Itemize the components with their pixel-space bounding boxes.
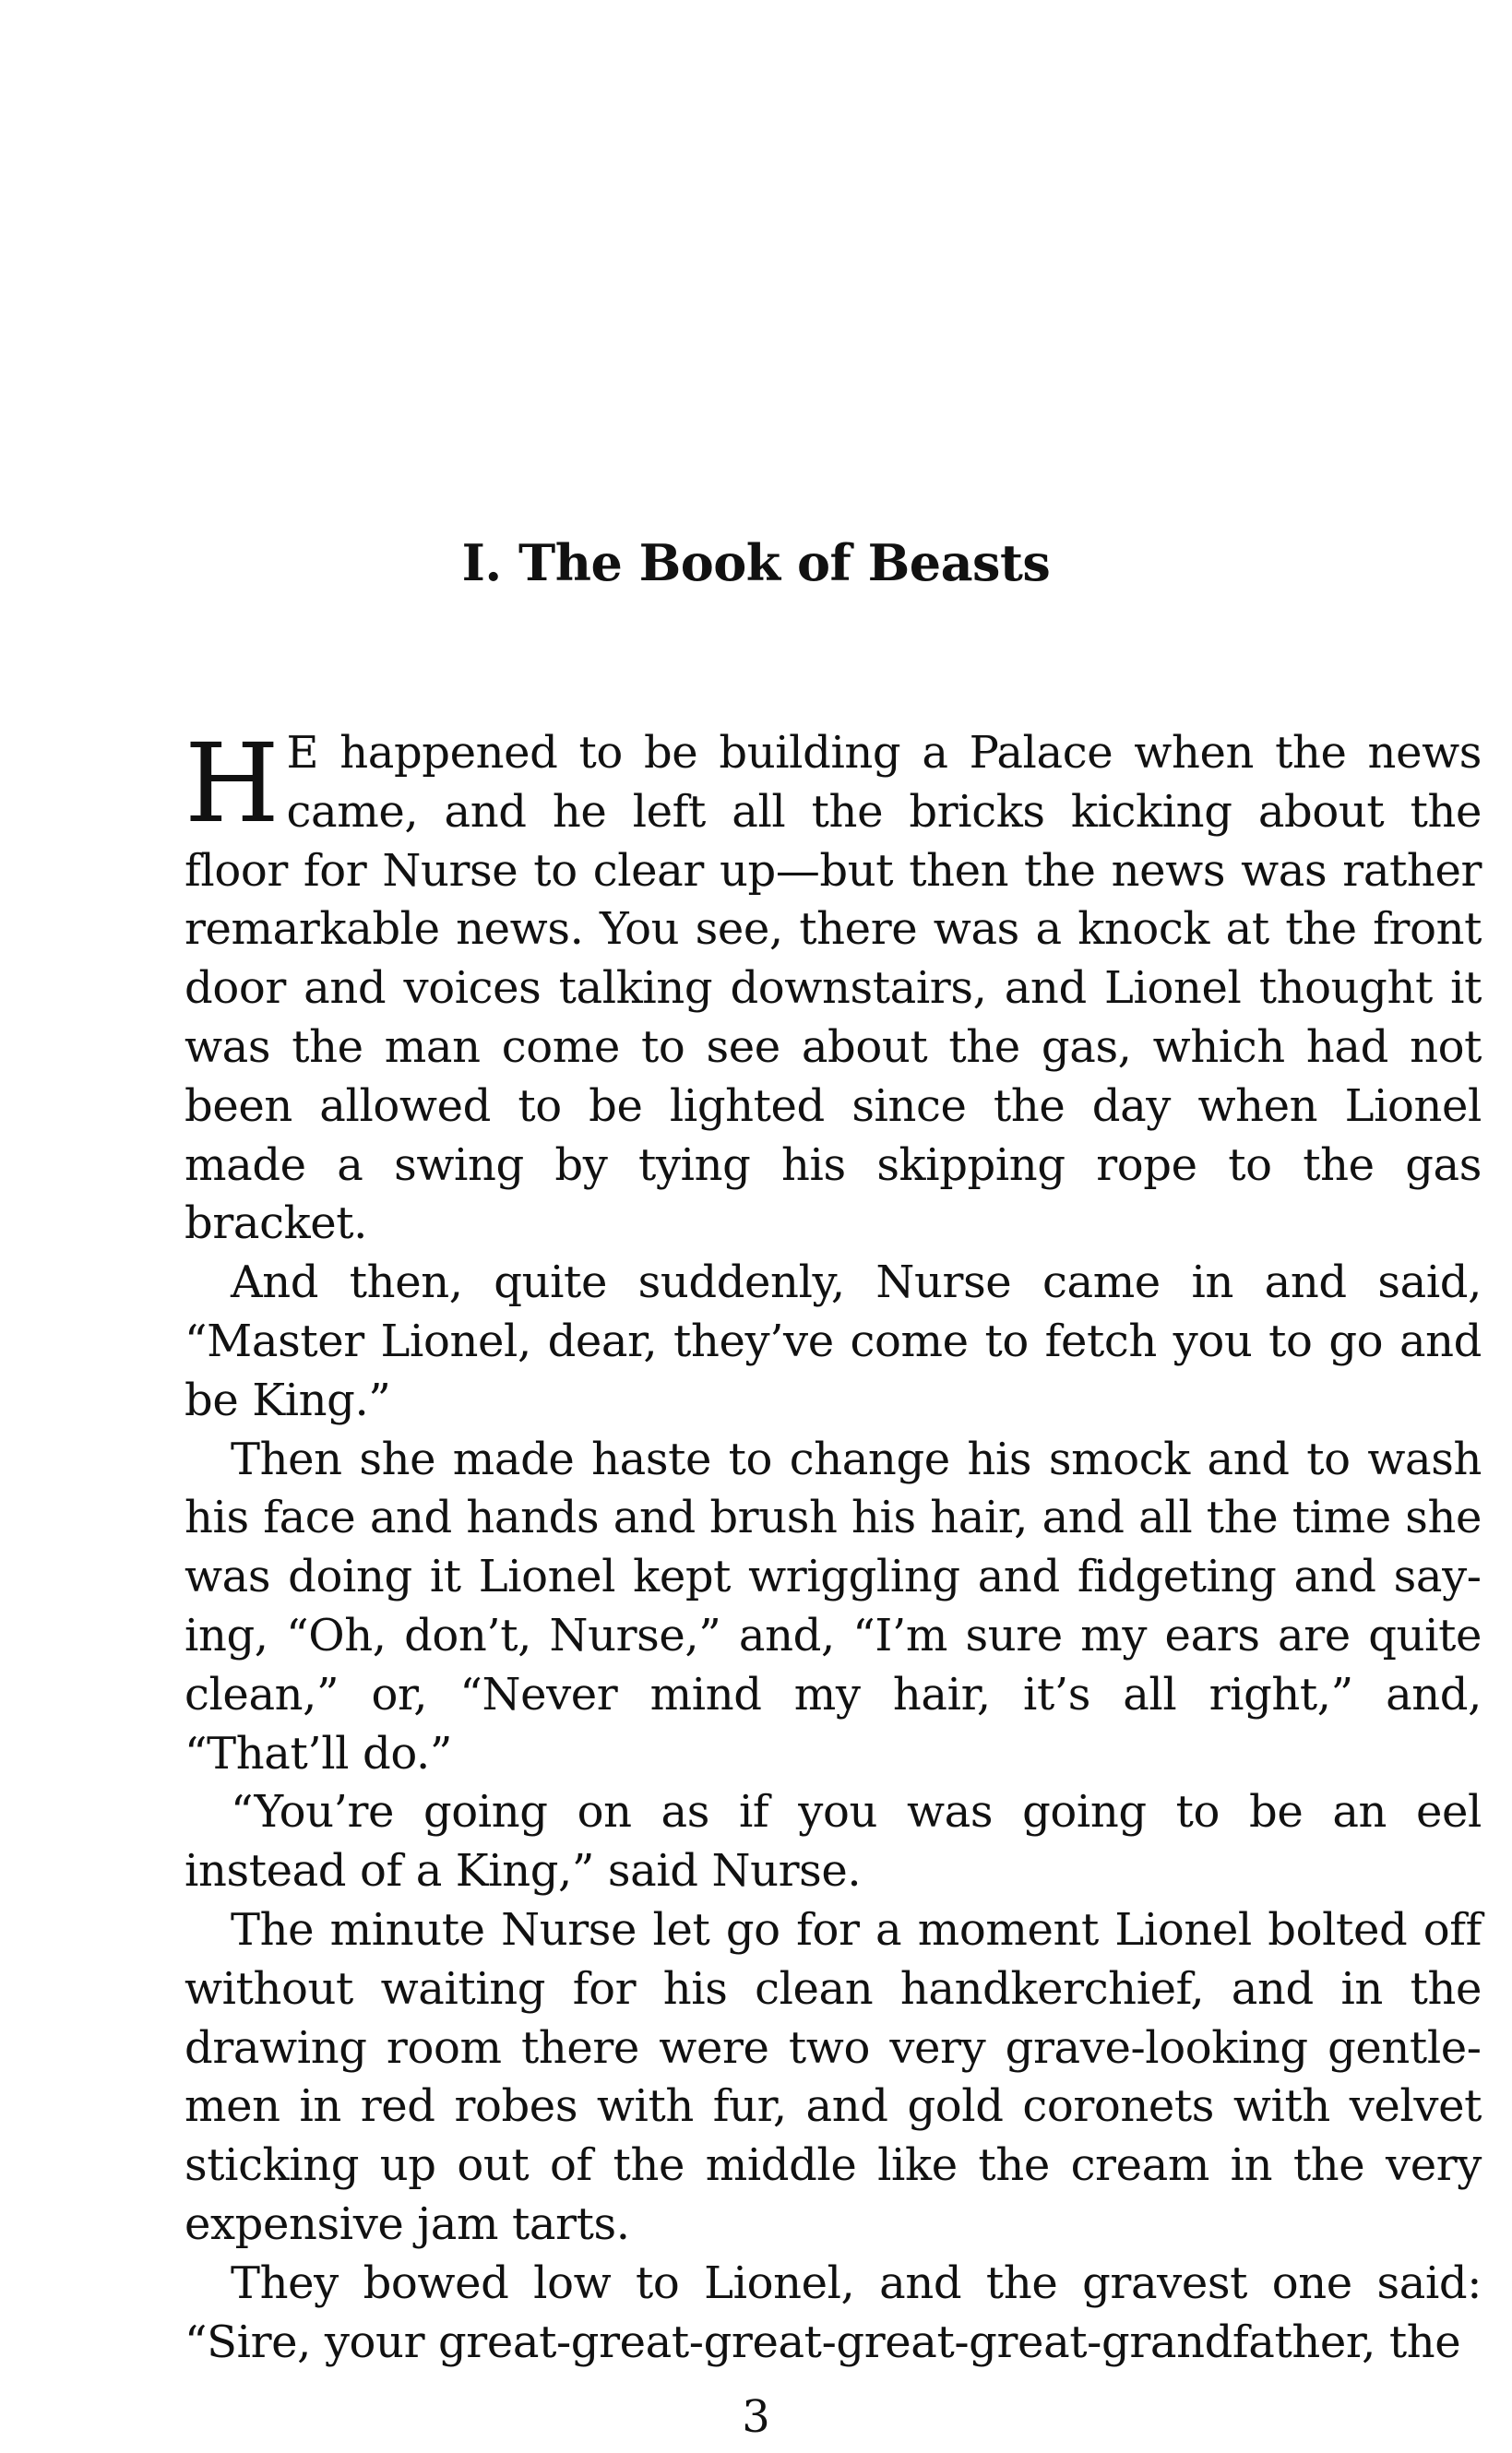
- paragraph-6: They bowed low to Lionel, and the gravest one said: “Sire, your great-great-great-great-great-grandfather, the: [185, 2257, 1482, 2368]
- body-text: [185, 720, 1482, 2372]
- page-number: 3: [742, 2391, 770, 2443]
- chapter-title: I. The Book of Beasts: [461, 533, 1051, 592]
- paragraph-2: And then, quite suddenly, Nurse came in and said, “Master Lionel, dear, they’ve come to fetch you to go and be King.”: [185, 1256, 1482, 1426]
- paragraph-4: “You’re going on as if you was going to be an eel instead of a King,” said Nurse.: [185, 1786, 1482, 1898]
- paragraph-5: The minute Nurse let go for a moment Lionel bolted off without waiting for his clean handkerchief, and in the drawing room there were two very grave-looking gentlemen in red robes with fur, and gold coronets with velvet sticking up out of the middle like the cream in the very expensive jam tarts.: [185, 1903, 1482, 2250]
- drop-cap: H: [185, 720, 280, 847]
- paragraph-3: Then she made haste to change his smock and to wash his face and hands and brush his hair, and all the time she was doing it Lionel kept wriggling and fidgeting and saying, “Oh, don’t, Nurse,” and, “I’m sure my ears are quite clean,” or, “Never mind my hair, it’s all right,” and, “That’ll do.”: [185, 1433, 1482, 1780]
- paragraph-1: [185, 720, 1482, 1254]
- paragraph-text: E happened to be building a Palace when the news came, and he left all the bricks kicking about the floor for Nurse to clear up—but then the news was rather remarkable news. You see, there was a knock at the front door and voices talking downstairs, and Lionel thought it was the man come to see about the gas, which had not been allowed to be lighted since the day when Lionel made a swing by tying his skipping rope to the gas bracket.: [185, 727, 1482, 1250]
